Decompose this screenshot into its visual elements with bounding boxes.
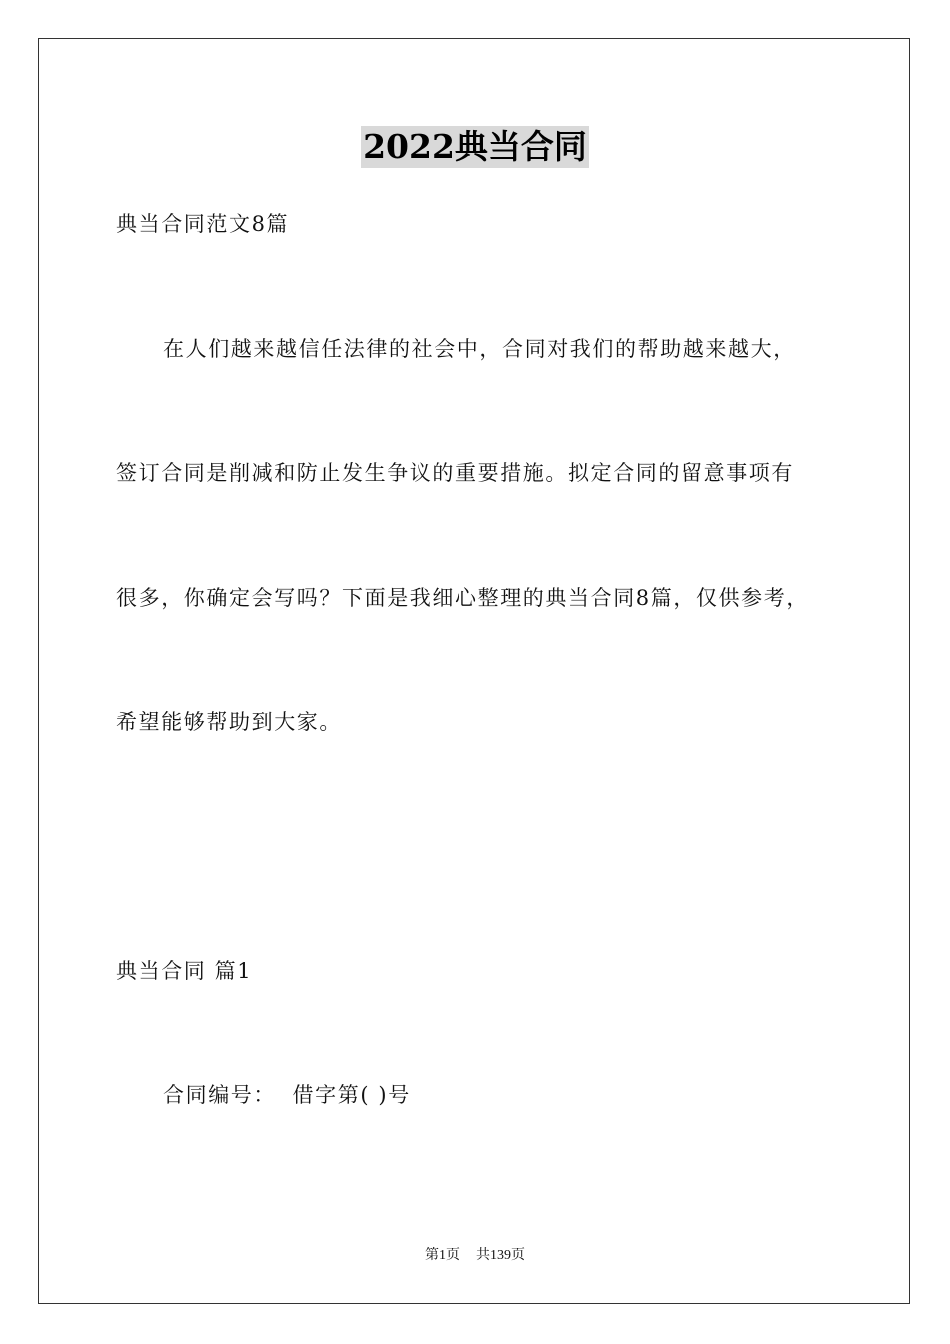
document-title: 2022典当合同 [363, 127, 587, 166]
document-subtitle: 典当合同范文8篇 [116, 212, 290, 236]
contract-number: 合同编号： 借字第( )号 [163, 1083, 411, 1107]
intro-line-1: 在人们越来越信任法律的社会中，合同对我们的帮助越来越大， [163, 337, 796, 361]
title-container [0, 126, 950, 168]
page-footer [0, 1246, 950, 1266]
intro-line-4: 希望能够帮助到大家。 [116, 710, 342, 734]
page-number: 第1页 [425, 1248, 460, 1263]
intro-line-2: 签订合同是削减和防止发生争议的重要措施。拟定合同的留意事项有 [116, 461, 794, 485]
section-heading: 典当合同 篇1 [116, 959, 253, 983]
page-total: 共139页 [476, 1248, 525, 1263]
intro-line-3: 很多，你确定会写吗？下面是我细心整理的典当合同8篇，仅供参考， [116, 586, 809, 610]
